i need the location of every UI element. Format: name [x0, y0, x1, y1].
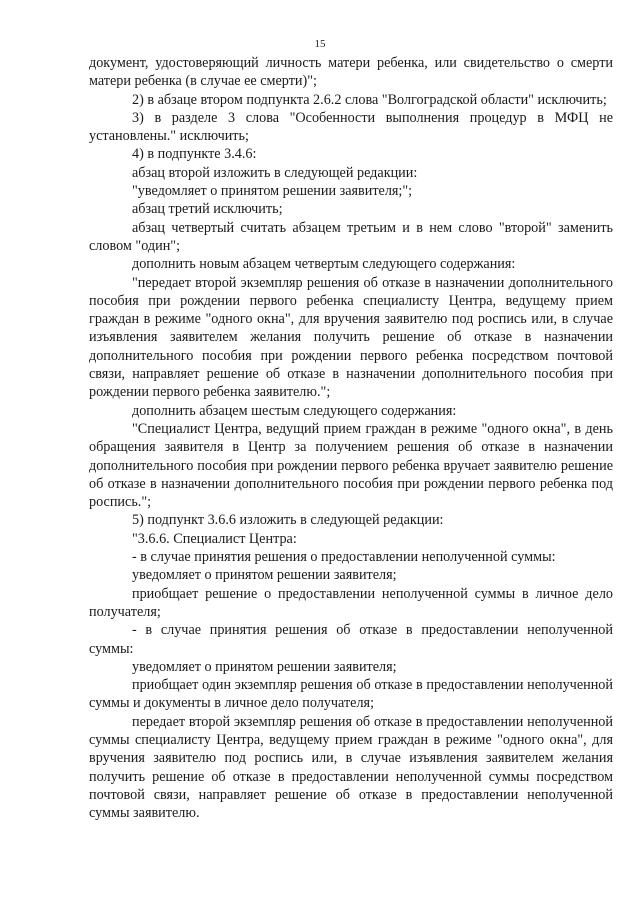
paragraph: "Специалист Центра, ведущий прием граждан в режиме "одного окна", в день обращения заявителя в Центр за получением решения об отказе в назначении дополнительного пособия при рождении первого ребенка вручает заявителю решение об отказе в назначении дополнительного пособия при рождении первого ребенка под роспись."; — [89, 420, 613, 511]
paragraph: 2) в абзаце втором подпункта 2.6.2 слова "Волгоградской области" исключить; — [132, 91, 607, 108]
paragraph: 4) в подпункте 3.4.6: — [132, 146, 257, 163]
paragraph: дополнить абзацем шестым следующего содержания: — [132, 402, 457, 419]
paragraph: абзац четвертый считать абзацем третьим и в нем слово "второй" заменить словом "один"; — [89, 219, 613, 254]
paragraph: "уведомляет о принятом решении заявителя;"; — [132, 183, 413, 200]
page-number: 15 — [314, 38, 326, 50]
paragraph: 5) подпункт 3.6.6 изложить в следующей редакции: — [132, 512, 444, 529]
paragraph: - в случае принятия решения об отказе в предоставлении неполученной суммы: — [89, 622, 613, 657]
paragraph: "3.6.6. Специалист Центра: — [132, 530, 297, 547]
document-body — [89, 54, 613, 822]
paragraph: уведомляет о принятом решении заявителя; — [132, 567, 397, 584]
paragraph: 3) в разделе 3 слова "Особенности выполнения процедур в МФЦ не установлены." исключить; — [89, 109, 613, 145]
paragraph: абзац второй изложить в следующей редакции: — [132, 164, 418, 181]
paragraph: документ, удостоверяющий личность матери ребенка, или свидетельство о смерти матери ребенка (в случае ее смерти)"; — [89, 55, 613, 90]
paragraph: передает второй экземпляр решения об отказе в предоставлении неполученной суммы специалисту Центра, ведущему прием граждан в режиме "одного окна", для вручения заявителю под роспись или, в случае изъявления заявителем желания получить решение об отказе в предоставлении неполученной суммы посредством почтовой связи, направляет решение об отказе в предоставлении неполученной суммы заявителю. — [89, 713, 613, 822]
paragraph: дополнить новым абзацем четвертым следующего содержания: — [132, 256, 516, 273]
paragraph: приобщает один экземпляр решения об отказе в предоставлении неполученной суммы и документы в личное дело получателя; — [89, 677, 613, 712]
paragraph: - в случае принятия решения о предоставлении неполученной суммы: — [132, 549, 556, 566]
paragraph: абзац третий исключить; — [132, 201, 283, 218]
paragraph: приобщает решение о предоставлении неполученной суммы в личное дело получателя; — [89, 585, 613, 620]
paragraph: "передает второй экземпляр решения об отказе в назначении дополнительного пособия при рождении первого ребенка специалисту Центра, ведущему прием граждан в режиме "одного окна", для вручения заявителю под роспись или, в случае изъявления заявителем желания получить решение об отказе в назначении дополнительного пособия при рождении первого ребенка посредством почтовой связи, направляет решение об отказе в назначении дополнительного пособия при рождении первого ребенка заявителю."; — [89, 274, 613, 401]
paragraph: уведомляет о принятом решении заявителя; — [132, 658, 397, 675]
